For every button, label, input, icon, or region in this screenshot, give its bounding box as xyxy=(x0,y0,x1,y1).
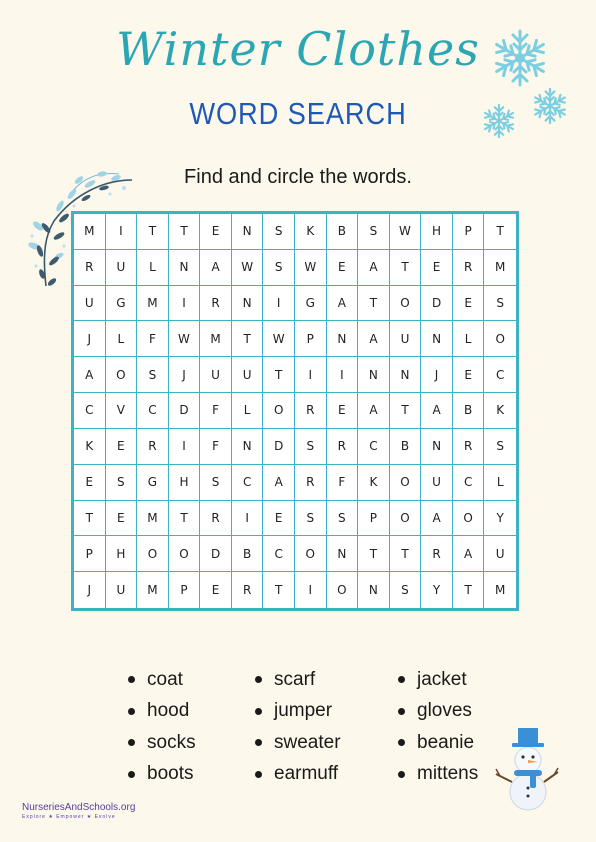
grid-cell[interactable]: G xyxy=(295,286,327,322)
word-list-column-1 xyxy=(128,664,196,790)
grid-cell[interactable]: W xyxy=(390,214,422,250)
grid-cell[interactable]: C xyxy=(74,393,106,429)
grid-cell[interactable]: T xyxy=(358,536,390,572)
word-search-grid xyxy=(71,211,519,611)
grid-cell[interactable]: J xyxy=(169,357,201,393)
bullet xyxy=(128,708,135,715)
grid-cell[interactable]: H xyxy=(106,536,138,572)
snowflake-icon xyxy=(481,103,517,139)
bullet xyxy=(255,739,262,746)
grid-cell[interactable]: K xyxy=(74,429,106,465)
word-label: scarf xyxy=(274,668,316,690)
grid-cell[interactable]: E xyxy=(200,214,232,250)
grid-cell[interactable]: L xyxy=(232,393,264,429)
logo-name: NurseriesAndSchools.org xyxy=(22,802,136,813)
grid-cell[interactable]: T xyxy=(390,393,422,429)
word-item xyxy=(398,696,478,728)
grid-cell[interactable]: O xyxy=(390,501,422,537)
word-item xyxy=(398,727,478,759)
grid-cell[interactable]: U xyxy=(421,465,453,501)
grid-cell[interactable]: E xyxy=(421,250,453,286)
word-label: beanie xyxy=(417,731,475,753)
bullet xyxy=(255,708,262,715)
grid-cell[interactable]: N xyxy=(232,429,264,465)
grid-cell[interactable]: F xyxy=(137,321,169,357)
grid-cell[interactable]: D xyxy=(200,536,232,572)
grid-cell[interactable]: U xyxy=(106,572,138,608)
grid-cell[interactable]: D xyxy=(169,393,201,429)
instructions-text: Find and circle the words. xyxy=(184,166,412,188)
word-item xyxy=(255,727,341,759)
grid-cell[interactable]: A xyxy=(327,286,359,322)
grid-cell[interactable]: S xyxy=(484,286,516,322)
grid-cell[interactable]: S xyxy=(106,465,138,501)
word-label: coat xyxy=(147,668,183,690)
grid-cell[interactable]: G xyxy=(137,465,169,501)
grid-cell[interactable]: H xyxy=(421,214,453,250)
grid-cell[interactable]: D xyxy=(421,286,453,322)
grid-cell[interactable]: C xyxy=(453,465,485,501)
grid-cell[interactable]: E xyxy=(74,465,106,501)
grid-cell[interactable]: R xyxy=(200,501,232,537)
word-item xyxy=(128,759,196,791)
grid-cell[interactable]: R xyxy=(200,286,232,322)
bullet xyxy=(128,676,135,683)
grid-cell[interactable]: E xyxy=(327,393,359,429)
grid-cell[interactable]: H xyxy=(169,465,201,501)
grid-cell[interactable]: N xyxy=(358,357,390,393)
grid-cell[interactable]: O xyxy=(106,357,138,393)
grid-cell[interactable]: P xyxy=(169,572,201,608)
grid-cell[interactable]: C xyxy=(137,393,169,429)
grid-cell[interactable]: E xyxy=(200,572,232,608)
grid-cell[interactable]: I xyxy=(106,214,138,250)
word-item xyxy=(128,727,196,759)
grid-cell[interactable]: U xyxy=(74,286,106,322)
grid-cell[interactable]: V xyxy=(106,393,138,429)
bullet xyxy=(128,771,135,778)
grid-cell[interactable]: M xyxy=(484,250,516,286)
grid-cell[interactable]: C xyxy=(358,429,390,465)
bullet xyxy=(398,739,405,746)
grid-cell[interactable]: R xyxy=(327,429,359,465)
grid-cell[interactable]: B xyxy=(453,393,485,429)
grid-cell[interactable]: T xyxy=(232,321,264,357)
grid-cell[interactable]: O xyxy=(484,321,516,357)
grid-cell[interactable]: A xyxy=(358,393,390,429)
grid-cell[interactable]: B xyxy=(232,536,264,572)
word-label: boots xyxy=(147,763,194,785)
grid-cell[interactable]: P xyxy=(453,214,485,250)
grid-cell[interactable]: R xyxy=(74,250,106,286)
grid-cell[interactable]: I xyxy=(263,286,295,322)
logo-tagline: Explore ★ Empower ★ Evolve xyxy=(22,814,116,820)
grid-cell[interactable]: M xyxy=(137,572,169,608)
grid-cell[interactable]: T xyxy=(484,214,516,250)
grid-cell[interactable]: T xyxy=(390,536,422,572)
grid-cell[interactable]: S xyxy=(137,357,169,393)
grid-cell[interactable]: R xyxy=(295,465,327,501)
bullet xyxy=(255,676,262,683)
grid-cell[interactable]: B xyxy=(390,429,422,465)
grid-cell[interactable]: N xyxy=(358,572,390,608)
bullet xyxy=(255,771,262,778)
word-label: mittens xyxy=(417,763,479,785)
grid-cell[interactable]: O xyxy=(327,572,359,608)
grid-cell[interactable]: O xyxy=(295,536,327,572)
word-list-column-2 xyxy=(255,664,341,790)
grid-cell[interactable]: N xyxy=(232,286,264,322)
grid-cell[interactable]: U xyxy=(390,321,422,357)
grid-cell[interactable]: F xyxy=(200,393,232,429)
word-label: jumper xyxy=(274,700,333,722)
grid-cell[interactable]: U xyxy=(232,357,264,393)
grid-cell[interactable]: R xyxy=(421,536,453,572)
word-item xyxy=(398,759,478,791)
grid-cell[interactable]: G xyxy=(106,286,138,322)
grid-cell[interactable]: S xyxy=(358,214,390,250)
snowflake-icon xyxy=(490,28,550,88)
grid-cell[interactable]: R xyxy=(137,429,169,465)
grid-cell[interactable]: U xyxy=(106,250,138,286)
grid-cell[interactable]: O xyxy=(390,286,422,322)
word-label: sweater xyxy=(274,731,341,753)
grid-cell[interactable]: E xyxy=(453,357,485,393)
grid-cell[interactable]: N xyxy=(232,214,264,250)
grid-cell[interactable]: S xyxy=(263,214,295,250)
grid-cell[interactable]: E xyxy=(106,501,138,537)
grid-cell[interactable]: N xyxy=(421,429,453,465)
grid-cell[interactable]: N xyxy=(421,321,453,357)
grid-cell[interactable]: I xyxy=(232,501,264,537)
grid-cell[interactable]: I xyxy=(327,357,359,393)
grid-cell[interactable]: P xyxy=(358,501,390,537)
grid-cell[interactable]: A xyxy=(263,465,295,501)
grid-cell[interactable]: A xyxy=(200,250,232,286)
grid-cell[interactable]: S xyxy=(390,572,422,608)
grid-cell[interactable]: A xyxy=(358,250,390,286)
grid-cell[interactable]: M xyxy=(200,321,232,357)
grid-cell[interactable]: A xyxy=(421,393,453,429)
grid-cell[interactable]: W xyxy=(169,321,201,357)
grid-cell[interactable]: M xyxy=(74,214,106,250)
grid-cell[interactable]: T xyxy=(137,214,169,250)
grid-cell[interactable]: A xyxy=(453,536,485,572)
grid-cell[interactable]: R xyxy=(453,429,485,465)
snowflake-icon xyxy=(531,87,569,125)
grid-cell[interactable]: L xyxy=(453,321,485,357)
grid-cell[interactable]: L xyxy=(137,250,169,286)
grid-cell[interactable]: A xyxy=(421,501,453,537)
grid-cell[interactable]: J xyxy=(421,357,453,393)
word-item xyxy=(255,696,341,728)
grid-cell[interactable]: O xyxy=(390,465,422,501)
grid-cell[interactable]: R xyxy=(453,250,485,286)
grid-cell[interactable]: I xyxy=(295,572,327,608)
grid-cell[interactable]: F xyxy=(327,465,359,501)
word-label: earmuff xyxy=(274,763,339,785)
grid-cell[interactable]: R xyxy=(232,572,264,608)
snowman-icon xyxy=(492,722,562,814)
grid-cell[interactable]: U xyxy=(484,536,516,572)
grid-cell[interactable]: S xyxy=(295,501,327,537)
grid-cell[interactable]: M xyxy=(137,286,169,322)
grid-cell[interactable]: C xyxy=(232,465,264,501)
site-logo[interactable] xyxy=(22,802,144,828)
grid-cell[interactable]: I xyxy=(295,357,327,393)
grid-cell[interactable]: A xyxy=(358,321,390,357)
grid-cell[interactable]: K xyxy=(295,214,327,250)
grid-cell[interactable]: A xyxy=(74,357,106,393)
word-label: hood xyxy=(147,700,190,722)
grid-cell[interactable]: C xyxy=(484,357,516,393)
bullet xyxy=(398,676,405,683)
page-title: Winter Clothes xyxy=(116,22,480,76)
grid-cell[interactable]: D xyxy=(263,429,295,465)
grid-cell[interactable]: T xyxy=(358,286,390,322)
grid-cell[interactable]: T xyxy=(74,501,106,537)
grid-cell[interactable]: Y xyxy=(421,572,453,608)
grid-cell[interactable]: N xyxy=(390,357,422,393)
grid-cell[interactable]: O xyxy=(137,536,169,572)
word-item xyxy=(128,664,196,696)
grid-cell[interactable]: I xyxy=(169,286,201,322)
grid-cell[interactable]: M xyxy=(495,583,506,598)
bullet xyxy=(398,771,405,778)
grid-cell[interactable]: S xyxy=(263,250,295,286)
grid-cell[interactable]: N xyxy=(327,321,359,357)
grid-cell[interactable]: N xyxy=(327,536,359,572)
grid-cell[interactable]: W xyxy=(232,250,264,286)
word-item xyxy=(255,759,341,791)
grid-cell[interactable]: T xyxy=(453,572,485,608)
word-label: gloves xyxy=(417,700,472,722)
word-item xyxy=(398,664,478,696)
grid-cell[interactable]: O xyxy=(453,501,485,537)
grid-cell[interactable]: L xyxy=(106,321,138,357)
grid-cell[interactable]: P xyxy=(74,536,106,572)
grid-cell[interactable]: R xyxy=(295,393,327,429)
grid-cell[interactable]: S xyxy=(295,429,327,465)
word-list-column-3 xyxy=(398,664,478,790)
grid-cell[interactable]: C xyxy=(263,536,295,572)
grid-cell[interactable]: T xyxy=(169,501,201,537)
grid-cell[interactable]: K xyxy=(484,393,516,429)
grid-cell[interactable]: N xyxy=(169,250,201,286)
grid-cell[interactable]: E xyxy=(327,250,359,286)
grid-cell[interactable]: O xyxy=(169,536,201,572)
grid-cell[interactable]: E xyxy=(453,286,485,322)
grid-cell[interactable]: U xyxy=(200,357,232,393)
grid-cell[interactable]: Y xyxy=(484,501,516,537)
grid-cell[interactable]: I xyxy=(169,429,201,465)
page-subtitle: WORD SEARCH xyxy=(189,96,407,131)
grid-cell[interactable]: T xyxy=(390,250,422,286)
grid-cell[interactable]: S xyxy=(200,465,232,501)
grid-cell[interactable]: W xyxy=(263,321,295,357)
word-label: jacket xyxy=(417,668,467,690)
grid-cell[interactable]: T xyxy=(263,357,295,393)
grid-cell[interactable]: P xyxy=(295,321,327,357)
grid-cell[interactable]: J xyxy=(74,572,106,608)
bullet xyxy=(128,739,135,746)
grid-cell[interactable]: S xyxy=(484,429,516,465)
grid-cell[interactable]: E xyxy=(106,429,138,465)
grid-cell[interactable]: J xyxy=(74,321,106,357)
word-label: socks xyxy=(147,731,196,753)
bullet xyxy=(398,708,405,715)
grid-cell[interactable]: T xyxy=(169,214,201,250)
grid-cell[interactable]: M xyxy=(137,501,169,537)
word-item xyxy=(255,664,341,696)
grid-cell[interactable]: W xyxy=(295,250,327,286)
grid-cell[interactable]: F xyxy=(200,429,232,465)
word-item xyxy=(128,696,196,728)
grid-cell[interactable]: T xyxy=(263,572,295,608)
grid-cell[interactable]: S xyxy=(327,501,359,537)
grid-cell[interactable]: O xyxy=(263,393,295,429)
grid-cell[interactable]: K xyxy=(358,465,390,501)
grid-cell[interactable]: E xyxy=(263,501,295,537)
grid-cell[interactable]: L xyxy=(484,465,516,501)
grid-cell[interactable]: B xyxy=(327,214,359,250)
